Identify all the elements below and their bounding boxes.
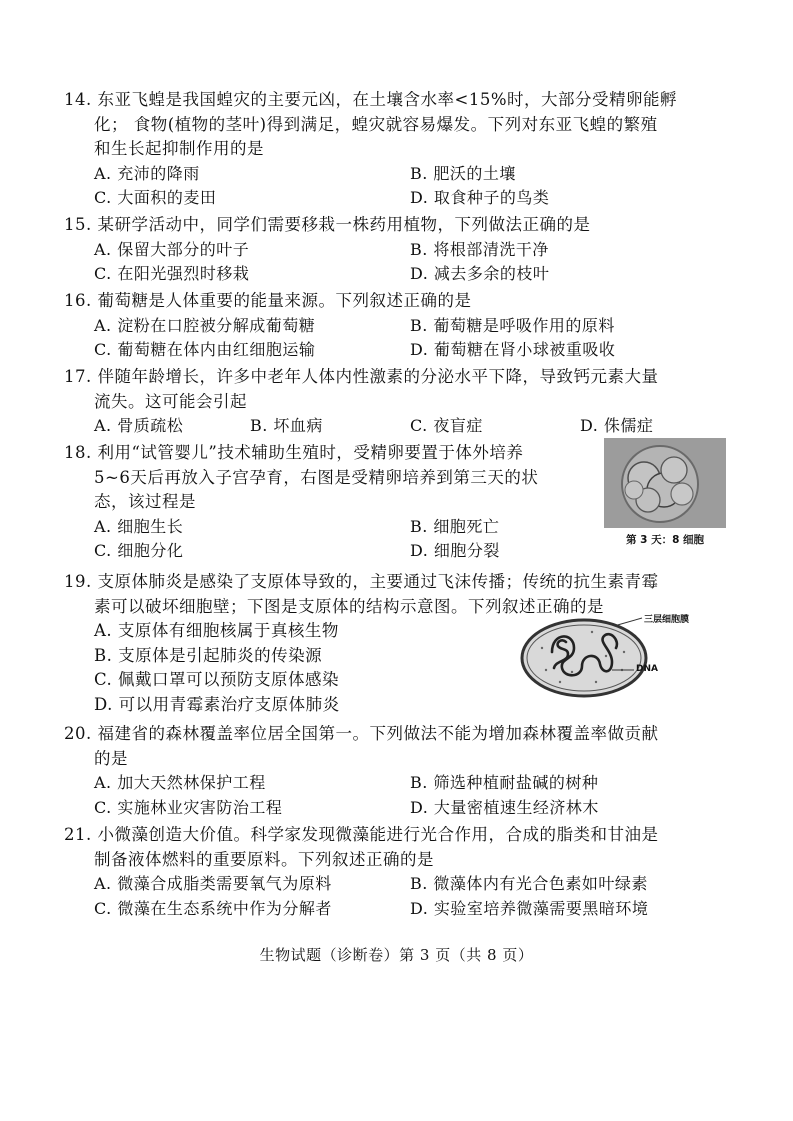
embryo-caption: 第 3 天：8 细胞 <box>625 534 705 546</box>
option-a: A. 细胞生长 <box>94 516 184 536</box>
option-d: D. 减去多余的枝叶 <box>410 264 550 283</box>
question-stem: 素可以破坏细胞壁；下图是支原体的结构示意图。下列叙述正确的是 <box>94 596 604 616</box>
question-number: 16. <box>64 291 92 310</box>
question-stem: 化； 食物(植物的茎叶)得到满足，蝗灾就容易爆发。下列对东亚飞蝗的繁殖 <box>94 114 658 134</box>
option-a: A. 淀粉在口腔被分解成葡萄糖 <box>94 315 316 335</box>
question-stem: 的是 <box>94 748 128 768</box>
embryo-micrograph <box>604 438 726 528</box>
option-c: C. 在阳光强烈时移栽 <box>94 264 250 283</box>
option-a: A. 支原体有细胞核属于真核生物 <box>94 621 339 640</box>
option-a: A. 骨质疏松 <box>94 416 184 435</box>
question-17 <box>64 365 732 439</box>
option-b: B. 将根部清洗干净 <box>410 239 549 259</box>
option-b: B. 筛选种植耐盐碱的树种 <box>410 773 599 792</box>
option-c: C. 葡萄糖在体内由红细胞运输 <box>94 340 316 359</box>
option-b: B. 坏血病 <box>250 416 323 435</box>
option-c: C. 佩戴口罩可以预防支原体感染 <box>94 670 340 689</box>
question-number: 14. <box>64 90 92 109</box>
question-number: 15. <box>64 215 92 234</box>
option-b: B. 肥沃的土壤 <box>410 163 516 183</box>
question-stem: 流失。这可能会引起 <box>94 391 247 411</box>
option-d: D. 葡萄糖在肾小球被重吸收 <box>410 340 616 359</box>
option-a: A. 保留大部分的叶子 <box>94 239 250 259</box>
question-stem: 制备液体燃料的重要原料。下列叙述正确的是 <box>94 849 434 869</box>
option-c: C. 大面积的麦田 <box>94 188 217 207</box>
option-c: C. 微藻在生态系统中作为分解者 <box>94 898 332 918</box>
question-stem: 某研学活动中，同学们需要移栽一株药用植物，下列做法正确的是 <box>97 215 591 234</box>
question-stem: 利用“试管婴儿”技术辅助生殖时，受精卵要置于体外培养 <box>97 443 524 462</box>
mycoplasma-illustration <box>512 612 737 700</box>
option-a: A. 微藻合成脂类需要氧气为原料 <box>94 874 332 893</box>
question-stem: 葡萄糖是人体重要的能量来源。下列叙述正确的是 <box>97 291 472 310</box>
question-number: 20. <box>64 724 92 743</box>
option-c: C. 夜盲症 <box>410 416 483 435</box>
option-d: D. 取食种子的鸟类 <box>410 188 550 207</box>
option-b: B. 细胞死亡 <box>410 516 500 536</box>
question-21 <box>64 823 732 921</box>
question-stem: 伴随年龄增长，许多中老年人体内性激素的分泌水平下降，导致钙元素大量 <box>97 367 659 386</box>
question-number: 21. <box>64 825 92 844</box>
question-stem: 和生长起抑制作用的是 <box>94 139 264 158</box>
page-footer: 生物试题（诊断卷）第 3 页（共 8 页） <box>259 946 534 964</box>
question-stem: 支原体肺炎是感染了支原体导致的，主要通过飞沫传播；传统的抗生素青霉 <box>97 572 659 591</box>
option-a: A. 充沛的降雨 <box>94 163 200 183</box>
question-stem: 5~6天后再放入子宫孕育，右图是受精卵培养到第三天的状 <box>94 467 539 487</box>
option-d: D. 细胞分裂 <box>410 541 500 560</box>
embryo-cells-illustration <box>604 438 726 528</box>
dna-label: DNA <box>636 664 658 674</box>
option-b: B. 微藻体内有光合色素如叶绿素 <box>410 874 648 893</box>
question-16 <box>64 289 732 363</box>
option-d: D. 可以用青霉素治疗支原体肺炎 <box>94 694 340 714</box>
question-number: 19. <box>64 572 92 591</box>
question-stem: 小微藻创造大价值。科学家发现微藻能进行光合作用，合成的脂类和甘油是 <box>97 825 659 844</box>
question-number: 17. <box>64 367 92 386</box>
question-15 <box>64 213 732 287</box>
option-b: B. 葡萄糖是呼吸作用的原料 <box>410 315 615 335</box>
option-d: D. 侏儒症 <box>580 416 654 435</box>
question-20 <box>64 722 732 820</box>
question-number: 18. <box>64 443 92 462</box>
mycoplasma-diagram <box>512 612 737 700</box>
question-stem: 态，该过程是 <box>94 492 196 511</box>
membrane-label: 三层细胞膜 <box>644 615 690 625</box>
option-c: C. 实施林业灾害防治工程 <box>94 797 283 817</box>
option-a: A. 加大天然林保护工程 <box>94 773 266 792</box>
question-14 <box>64 88 732 211</box>
question-stem: 福建省的森林覆盖率位居全国第一。下列做法不能为增加森林覆盖率做贡献 <box>97 724 659 743</box>
option-d: D. 大量密植速生经济林木 <box>410 797 599 817</box>
option-d: D. 实验室培养微藻需要黑暗环境 <box>410 898 649 918</box>
option-c: C. 细胞分化 <box>94 541 184 560</box>
option-b: B. 支原体是引起肺炎的传染源 <box>94 645 323 665</box>
question-stem: 东亚飞蝗是我国蝗灾的主要元凶，在土壤含水率<15%时，大部分受精卵能孵 <box>97 90 677 109</box>
